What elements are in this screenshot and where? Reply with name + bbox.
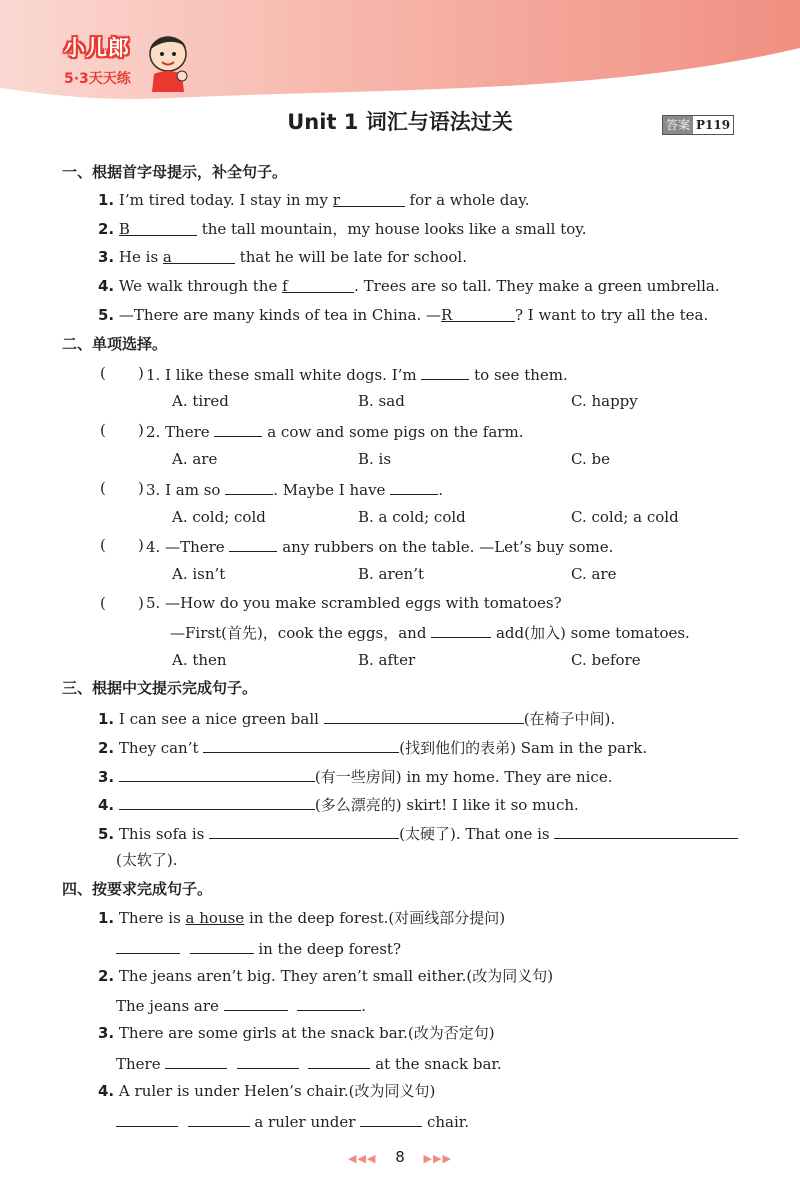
question-text: a cow and some pigs on the farm. <box>262 423 524 441</box>
s2-question-1 <box>146 363 568 385</box>
question-text: that he will be late for school. <box>234 248 467 266</box>
question-text: I can see a nice green ball <box>118 710 324 728</box>
s4-question-1 <box>98 908 505 928</box>
s1-question-2 <box>98 219 587 239</box>
question-text: (多么漂亮的) skirt! I like it so much. <box>314 796 579 814</box>
answer-blank[interactable] <box>116 1110 178 1127</box>
question-number: 4. <box>146 538 161 556</box>
answer-paren-right[interactable]: ) <box>138 421 144 439</box>
question-text: There is <box>118 909 186 927</box>
question-number: 5. <box>146 594 161 612</box>
s4-question-1-line-2 <box>116 937 401 959</box>
section-4-heading: 四、按要求完成句子。 <box>62 880 213 898</box>
answer-blank[interactable] <box>308 1052 370 1069</box>
s4-question-4-line-2 <box>116 1110 469 1132</box>
question-number: 1. <box>98 710 115 728</box>
question-text: the tall mountain，my house looks like a small toy. <box>196 220 587 238</box>
answer-blank[interactable] <box>441 305 515 322</box>
s2-question-4 <box>146 535 613 557</box>
question-text: I like these small white dogs. I’m <box>165 366 422 384</box>
question-text: add(加入) some tomatoes. <box>491 624 690 642</box>
answer-paren-left: ( <box>100 479 106 497</box>
answer-blank[interactable] <box>229 535 277 552</box>
question-number: 1. <box>98 191 115 209</box>
answer-blank[interactable] <box>360 1110 422 1127</box>
question-text: . <box>438 481 443 499</box>
question-text: in the deep forest? <box>253 940 401 958</box>
answer-blank[interactable] <box>554 822 738 839</box>
question-text: There <box>165 423 215 441</box>
answer-blank[interactable] <box>421 363 469 380</box>
answer-blank[interactable] <box>209 822 399 839</box>
question-number: 4. <box>98 277 115 295</box>
s4-question-3-line-2 <box>116 1052 502 1074</box>
brand-series: 5·3天天练 <box>64 71 131 87</box>
question-number: 3. <box>98 248 115 266</box>
option-c[interactable]: C. are <box>571 565 617 583</box>
hint-letter: a <box>162 248 172 266</box>
s1-question-4 <box>98 276 720 296</box>
answer-blank[interactable] <box>224 994 288 1011</box>
answer-paren-right[interactable]: ) <box>138 479 144 497</box>
s4-question-3 <box>98 1023 495 1043</box>
s3-question-5-line-2: (太软了). <box>116 851 178 869</box>
answer-paren-left: ( <box>100 421 106 439</box>
question-number: 2. <box>98 967 115 985</box>
option-a[interactable]: A. are <box>172 450 218 468</box>
question-text: . Trees are so tall. They make a green umbrella. <box>354 277 720 295</box>
question-text: ? I want to try all the tea. <box>515 306 709 324</box>
question-text: (太硬了). That one is <box>399 825 555 843</box>
option-b[interactable]: B. aren’t <box>358 565 425 583</box>
option-b[interactable]: B. a cold; cold <box>358 508 466 526</box>
question-text: (在椅子中间). <box>523 710 616 728</box>
next-arrows-icon[interactable]: ▶▶▶ <box>423 1152 452 1165</box>
hint-letter: r <box>332 191 340 209</box>
answer-paren-right[interactable]: ) <box>138 364 144 382</box>
answer-paren-left: ( <box>100 364 106 382</box>
question-number: 4. <box>98 796 115 814</box>
answer-blank[interactable] <box>431 621 491 638</box>
answer-blank[interactable] <box>203 736 399 753</box>
question-text: for a whole day. <box>404 191 530 209</box>
option-a[interactable]: A. cold; cold <box>172 508 266 526</box>
s3-question-3 <box>98 765 612 787</box>
answer-blank[interactable] <box>214 420 262 437</box>
option-b[interactable]: B. sad <box>358 392 405 410</box>
question-number: 1. <box>146 366 161 384</box>
question-number: 1. <box>98 909 115 927</box>
question-text: The jeans aren’t big. They aren’t small either.(改为同义句) <box>118 967 554 985</box>
underlined-phrase: a house <box>185 909 245 927</box>
answer-paren-right[interactable]: ) <box>138 536 144 554</box>
question-number: 3. <box>98 1024 115 1042</box>
question-number: 3. <box>146 481 161 499</box>
question-text: a ruler under <box>249 1113 361 1131</box>
s4-question-2 <box>98 966 553 986</box>
answer-blank[interactable] <box>190 937 254 954</box>
question-text: —There are many kinds of tea in China. — <box>118 306 441 324</box>
question-text: in the deep forest.(对画线部分提问) <box>244 909 506 927</box>
s1-question-3 <box>98 247 467 267</box>
question-text: . Maybe I have <box>273 481 391 499</box>
answer-page: P119 <box>696 118 731 132</box>
answer-paren-left: ( <box>100 594 106 612</box>
s3-question-2 <box>98 736 647 758</box>
question-number: 5. <box>98 306 115 324</box>
answer-paren-left: ( <box>100 536 106 554</box>
answer-blank[interactable] <box>163 247 235 264</box>
answer-blank[interactable] <box>116 937 180 954</box>
question-text: (有一些房间) in my home. They are nice. <box>314 768 613 786</box>
answer-blank[interactable] <box>390 478 438 495</box>
question-number: 5. <box>98 825 115 843</box>
page-footer <box>0 1148 800 1166</box>
question-text: We walk through the <box>118 277 283 295</box>
answer-reference[interactable] <box>662 115 734 135</box>
s4-question-2-line-2 <box>116 994 366 1016</box>
hint-letter: B <box>118 220 130 238</box>
question-number: 2. <box>98 220 115 238</box>
question-number: 3. <box>98 768 115 786</box>
option-b[interactable]: B. after <box>358 651 416 669</box>
option-c[interactable]: C. before <box>571 651 641 669</box>
s2-question-5-line-2 <box>170 621 690 643</box>
option-c[interactable]: C. cold; a cold <box>571 508 679 526</box>
question-text: —There <box>165 538 230 556</box>
question-text: —How do you make scrambled eggs with tomatoes? <box>165 594 562 612</box>
brand-logo <box>60 30 200 100</box>
option-a[interactable]: A. tired <box>172 392 229 410</box>
question-text: (找到他们的表弟) Sam in the park. <box>399 739 648 757</box>
question-text: He is <box>118 248 163 266</box>
question-text: A ruler is under Helen’s chair.(改为同义句) <box>118 1082 436 1100</box>
question-text: This sofa is <box>118 825 210 843</box>
question-text: I’m tired today. I stay in my <box>118 191 333 209</box>
question-text: I am so <box>165 481 226 499</box>
answer-blank[interactable] <box>225 478 273 495</box>
question-text: to see them. <box>469 366 568 384</box>
answer-blank[interactable] <box>237 1052 299 1069</box>
answer-blank[interactable] <box>297 994 361 1011</box>
question-text: any rubbers on the table. —Let’s buy some. <box>277 538 614 556</box>
answer-blank[interactable] <box>119 765 315 782</box>
answer-blank[interactable] <box>188 1110 250 1127</box>
page-number: 8 <box>395 1148 405 1166</box>
option-c[interactable]: C. happy <box>571 392 638 410</box>
answer-blank[interactable] <box>282 276 354 293</box>
hint-letter: f <box>282 277 288 295</box>
boy-mascot-icon <box>142 30 194 92</box>
question-text: chair. <box>422 1113 470 1131</box>
s1-question-5 <box>98 305 708 325</box>
question-text: —First(首先)，cook the eggs，and <box>170 624 432 642</box>
page-title: Unit 1 词汇与语法过关 <box>287 110 513 134</box>
question-text: The jeans are <box>116 997 224 1015</box>
s3-question-4 <box>98 793 579 815</box>
s2-question-5 <box>146 593 562 613</box>
question-text: at the snack bar. <box>370 1055 502 1073</box>
s1-question-1 <box>98 190 530 210</box>
question-text: There <box>116 1055 166 1073</box>
s3-question-5 <box>98 822 738 844</box>
question-number: 2. <box>98 739 115 757</box>
prev-arrows-icon[interactable]: ◀◀◀ <box>348 1152 377 1165</box>
answer-blank[interactable] <box>324 707 524 724</box>
answer-paren-right[interactable]: ) <box>138 594 144 612</box>
question-text: They can’t <box>118 739 204 757</box>
option-c[interactable]: C. be <box>571 450 610 468</box>
section-2-heading: 二、单项选择。 <box>62 335 168 353</box>
question-text: . <box>361 997 366 1015</box>
s2-question-2 <box>146 420 523 442</box>
option-a[interactable]: A. then <box>172 651 227 669</box>
option-b[interactable]: B. is <box>358 450 392 468</box>
answer-blank[interactable] <box>165 1052 227 1069</box>
answer-label: 答案 <box>663 116 693 134</box>
question-number: 4. <box>98 1082 115 1100</box>
answer-blank[interactable] <box>333 190 405 207</box>
s3-question-1 <box>98 707 615 729</box>
s2-question-3 <box>146 478 443 500</box>
answer-blank[interactable] <box>119 793 315 810</box>
hint-letter: R <box>441 306 453 324</box>
section-1-heading: 一、根据首字母提示，补全句子。 <box>62 163 288 181</box>
answer-blank[interactable] <box>119 219 197 236</box>
question-number: 2. <box>146 423 161 441</box>
section-3-heading: 三、根据中文提示完成句子。 <box>62 679 258 697</box>
option-a[interactable]: A. isn’t <box>172 565 226 583</box>
brand-name: 小儿郎 <box>64 36 130 60</box>
s4-question-4 <box>98 1081 435 1101</box>
question-text: There are some girls at the snack bar.(改为否定句) <box>118 1024 495 1042</box>
